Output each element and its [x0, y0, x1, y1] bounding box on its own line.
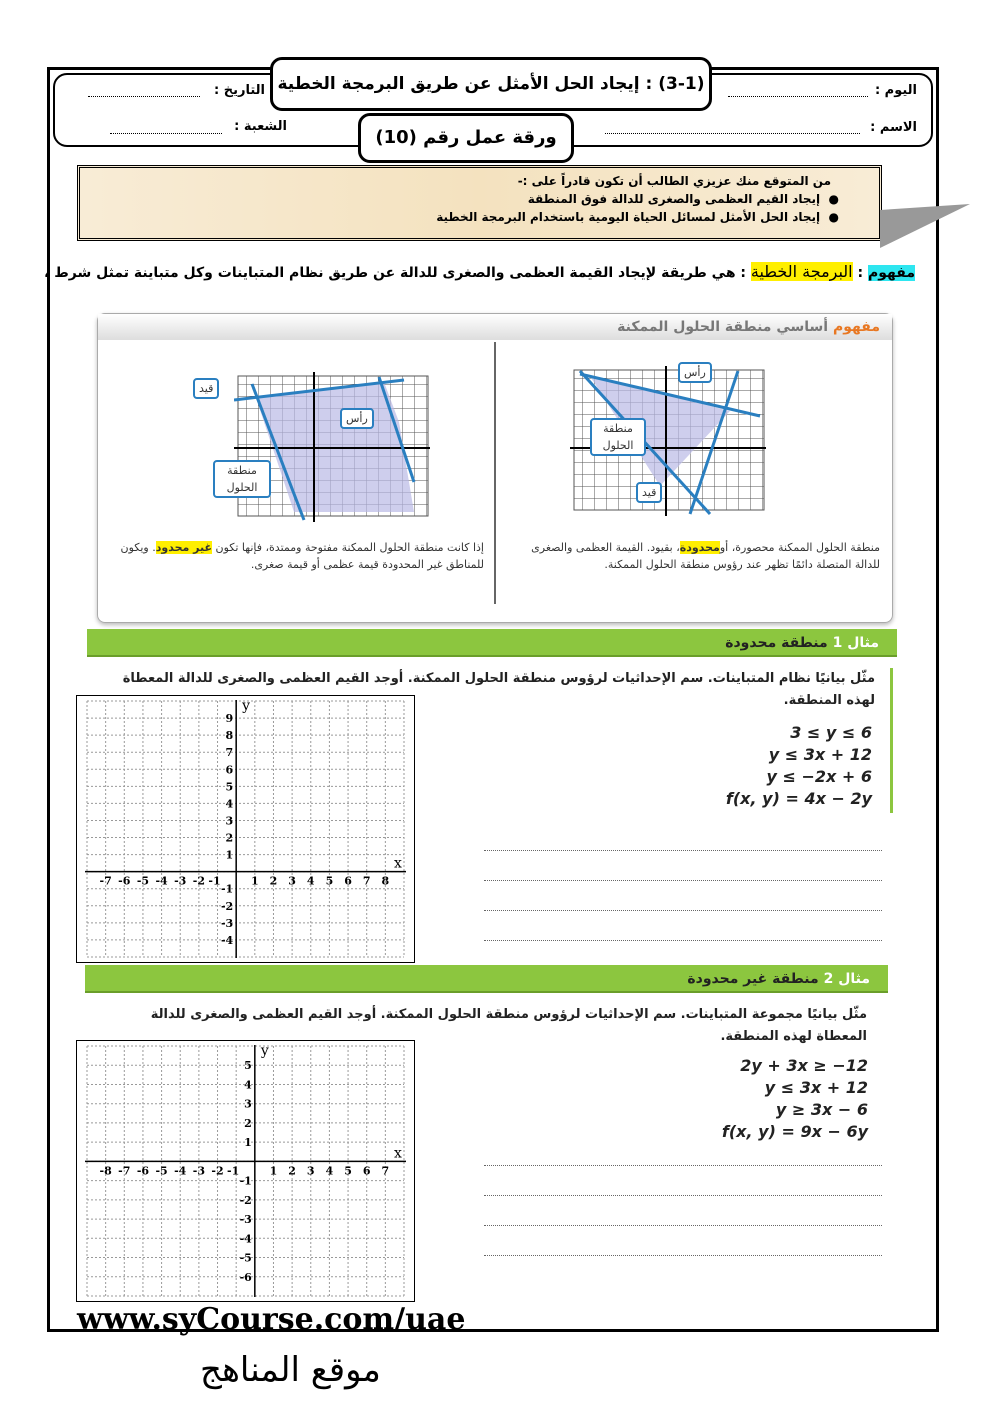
x-tick-label: 7 — [381, 1164, 390, 1178]
y-axis-label: y — [242, 698, 251, 714]
lesson-title: (3-1) : إيجاد الحل الأمثل عن طريق البرمجة الخطية — [270, 57, 712, 111]
definition-label: مفهوم — [867, 265, 915, 281]
x-tick-label: 8 — [381, 874, 390, 888]
x-tick-label: 3 — [288, 874, 296, 888]
example1-graph-grid[interactable] — [76, 695, 415, 963]
y-tick-label: -3 — [239, 1213, 252, 1227]
x-tick-label: 1 — [269, 1164, 278, 1178]
x-tick-label: -4 — [155, 874, 168, 888]
name-field[interactable] — [605, 133, 860, 134]
y-tick-label: -1 — [239, 1174, 252, 1188]
objective-text: إيجاد الحل الأمثل لمسائل الحياة اليومية باستخدام البرمجة الخطية — [436, 210, 821, 224]
unbounded-region-graph — [234, 372, 434, 522]
bounded-description — [508, 539, 880, 573]
x-tick-label: -5 — [136, 874, 150, 888]
y-tick-label: 8 — [225, 729, 234, 743]
y-tick-label: 6 — [225, 763, 234, 777]
y-tick-label: -6 — [239, 1270, 252, 1284]
day-field[interactable] — [728, 96, 868, 97]
example2-graph-grid[interactable] — [76, 1040, 415, 1302]
example2-inequalities — [600, 1055, 868, 1143]
x-tick-label: 4 — [306, 874, 315, 888]
inequality: y ≤ 3x + 12 — [768, 745, 872, 764]
example1-question: مثّل بيانيًا نظام المتباينات. سم الإحداثيات لرؤوس منطقة الحلول الممكنة. أوجد القيم العظمى والصغرى للدالة المعطاة لهذه المنطقة. — [122, 671, 875, 708]
x-tick-label: 2 — [269, 874, 278, 888]
worksheet-number: ورقة عمل رقم (10) — [358, 113, 574, 163]
example2-header — [85, 965, 888, 993]
highlight-unbounded: غير محدود — [155, 541, 212, 554]
y-tick-label: -3 — [220, 916, 234, 930]
x-tick-label: -8 — [99, 1164, 112, 1178]
y-tick-label: 5 — [244, 1059, 252, 1073]
y-axis-label: y — [260, 1043, 269, 1059]
x-tick-label: 7 — [362, 874, 371, 888]
x-tick-label: -1 — [227, 1164, 240, 1178]
divider — [494, 342, 496, 604]
arrow-decoration — [880, 200, 970, 248]
x-tick-label: 4 — [325, 1164, 334, 1178]
callout-vertex: رأس — [340, 408, 374, 429]
answer-line[interactable] — [484, 880, 882, 881]
date-field[interactable] — [88, 96, 200, 97]
example-number: مثال 2 — [823, 971, 870, 987]
x-tick-label: 3 — [306, 1164, 315, 1178]
y-tick-label: 4 — [225, 797, 234, 811]
accent-bar — [890, 668, 893, 813]
text: منطقة الحلول الممكنة محصورة، أو — [719, 541, 880, 554]
text: إذا كانت منطقة الحلول الممكنة مفتوحة وممتدة، فإنها تكون — [215, 541, 484, 554]
answer-line[interactable] — [484, 1255, 882, 1256]
text: ، بقيود. القيمة العظمى والصغرى للدالة المتصلة دائمًا تظهر عند رؤوس منطقة الحلول الممكنة. — [531, 541, 880, 571]
definition-line: مفهوم : البرمجة الخطية : هي طريقة لإيجاد القيمة العظمى والصغرى للدالة عن طريق نظام المتباينات وكل متباينة تمثل شرط ، — [44, 262, 915, 281]
answer-line[interactable] — [484, 940, 882, 941]
x-tick-label: -1 — [208, 874, 221, 888]
callout-constraint: قيد — [193, 378, 219, 399]
x-tick-label: 5 — [344, 1164, 352, 1178]
x-tick-label: 6 — [344, 874, 352, 888]
inequality: y ≥ 3x − 6 — [775, 1100, 868, 1119]
callout-region: منطقة الحلول — [213, 460, 271, 498]
x-tick-label: 5 — [325, 874, 334, 888]
answer-line[interactable] — [484, 910, 882, 911]
x-tick-label: -2 — [192, 874, 205, 888]
x-tick-label: -3 — [174, 874, 187, 888]
objective-function: f(x, y) = 4x − 2y — [725, 789, 872, 808]
concept-prefix: مفهوم — [832, 319, 880, 335]
callout-vertex: رأس — [678, 362, 712, 383]
x-axis-label: x — [394, 855, 402, 872]
example-title: منطقة غير محدودة — [687, 971, 819, 987]
example-number: مثال 1 — [832, 635, 879, 651]
inequality: 2y + 3x ≥ −12 — [740, 1056, 868, 1075]
section-label: الشعبة : — [234, 119, 287, 134]
example1-inequalities — [600, 722, 872, 810]
example-title: منطقة محدودة — [725, 635, 828, 651]
answer-line[interactable] — [484, 1225, 882, 1226]
y-tick-label: 7 — [225, 746, 234, 760]
inequality: 3 ≤ y ≤ 6 — [790, 723, 872, 742]
y-tick-label: -2 — [239, 1193, 252, 1207]
day-label: اليوم : — [874, 83, 917, 98]
objective-item: ● إيجاد الحل الأمثل لمسائل الحياة اليومية باستخدام البرمجة الخطية — [436, 210, 839, 224]
x-tick-label: 2 — [288, 1164, 296, 1178]
unbounded-description — [112, 539, 484, 573]
section-field[interactable] — [110, 133, 222, 134]
answer-line[interactable] — [484, 1195, 882, 1196]
x-tick-label: -7 — [99, 874, 112, 888]
answer-line[interactable] — [484, 850, 882, 851]
objective-text: إيجاد القيم العظمى والصغرى للدالة فوق المنطقة — [527, 192, 821, 206]
highlight-bounded: محدودة — [679, 541, 720, 554]
x-tick-label: -3 — [192, 1164, 205, 1178]
inequality: y ≤ 3x + 12 — [764, 1078, 868, 1097]
y-tick-label: 5 — [225, 780, 234, 794]
watermark-url: www.syCourse.com/uae — [77, 1302, 466, 1337]
y-tick-label: 9 — [225, 712, 234, 726]
x-tick-label: -5 — [155, 1164, 168, 1178]
x-tick-label: -4 — [174, 1164, 187, 1178]
x-tick-label: -2 — [211, 1164, 224, 1178]
text: . ويكون للمناطق غير المحدودة قيمة عظمى أو قيمة صغرى. — [120, 541, 484, 571]
footer-text: موقع المناهج — [200, 1350, 381, 1390]
y-tick-label: 3 — [244, 1097, 252, 1111]
y-tick-label: 4 — [244, 1078, 252, 1092]
concept-box — [97, 313, 893, 623]
callout-region: منطقة الحلول — [590, 418, 646, 456]
concept-title-text: أساسي منطقة الحلول الممكنة — [617, 319, 829, 335]
objective-function: f(x, y) = 9x − 6y — [721, 1122, 868, 1141]
definition-term: البرمجة الخطية — [750, 262, 853, 281]
name-label: الاسم : — [870, 120, 917, 135]
y-tick-label: 1 — [244, 1136, 252, 1150]
x-tick-label: 1 — [250, 874, 259, 888]
x-axis-label: x — [394, 1145, 402, 1162]
objectives-intro: من المتوقع منك عزيزي الطالب أن تكون قادراً على :- — [517, 174, 831, 188]
y-tick-label: 2 — [225, 831, 234, 845]
y-tick-label: -4 — [239, 1232, 252, 1246]
y-tick-label: 3 — [225, 814, 234, 828]
answer-line[interactable] — [484, 1165, 882, 1166]
x-tick-label: -6 — [118, 874, 131, 888]
example2-question: مثّل بيانيًا مجموعة المتباينات. سم الإحداثيات لرؤوس منطقة الحلول الممكنة. أوجد القيم العظمى والصغرى للدالة المعطاة لهذه المنطقة. — [150, 1007, 867, 1044]
objective-item: ● إيجاد القيم العظمى والصغرى للدالة فوق المنطقة — [527, 192, 839, 206]
example1-header — [87, 629, 897, 657]
definition-text: : هي طريقة لإيجاد القيمة العظمى والصغرى للدالة عن طريق نظام المتباينات وكل متباينة تمثل شرط ، — [44, 265, 747, 281]
inequality: y ≤ −2x + 6 — [766, 767, 872, 786]
y-tick-label: 1 — [225, 848, 234, 862]
y-tick-label: -5 — [239, 1251, 252, 1265]
callout-constraint: قيد — [636, 482, 662, 503]
y-tick-label: 2 — [244, 1116, 252, 1130]
y-tick-label: -4 — [220, 933, 234, 947]
y-tick-label: -2 — [220, 899, 234, 913]
y-tick-label: -1 — [220, 882, 234, 896]
x-tick-label: -6 — [136, 1164, 150, 1178]
x-tick-label: -7 — [118, 1164, 131, 1178]
date-label: التاريخ : — [214, 83, 265, 98]
concept-title — [98, 314, 892, 340]
x-tick-label: 6 — [362, 1164, 371, 1178]
objectives-box — [77, 165, 882, 241]
